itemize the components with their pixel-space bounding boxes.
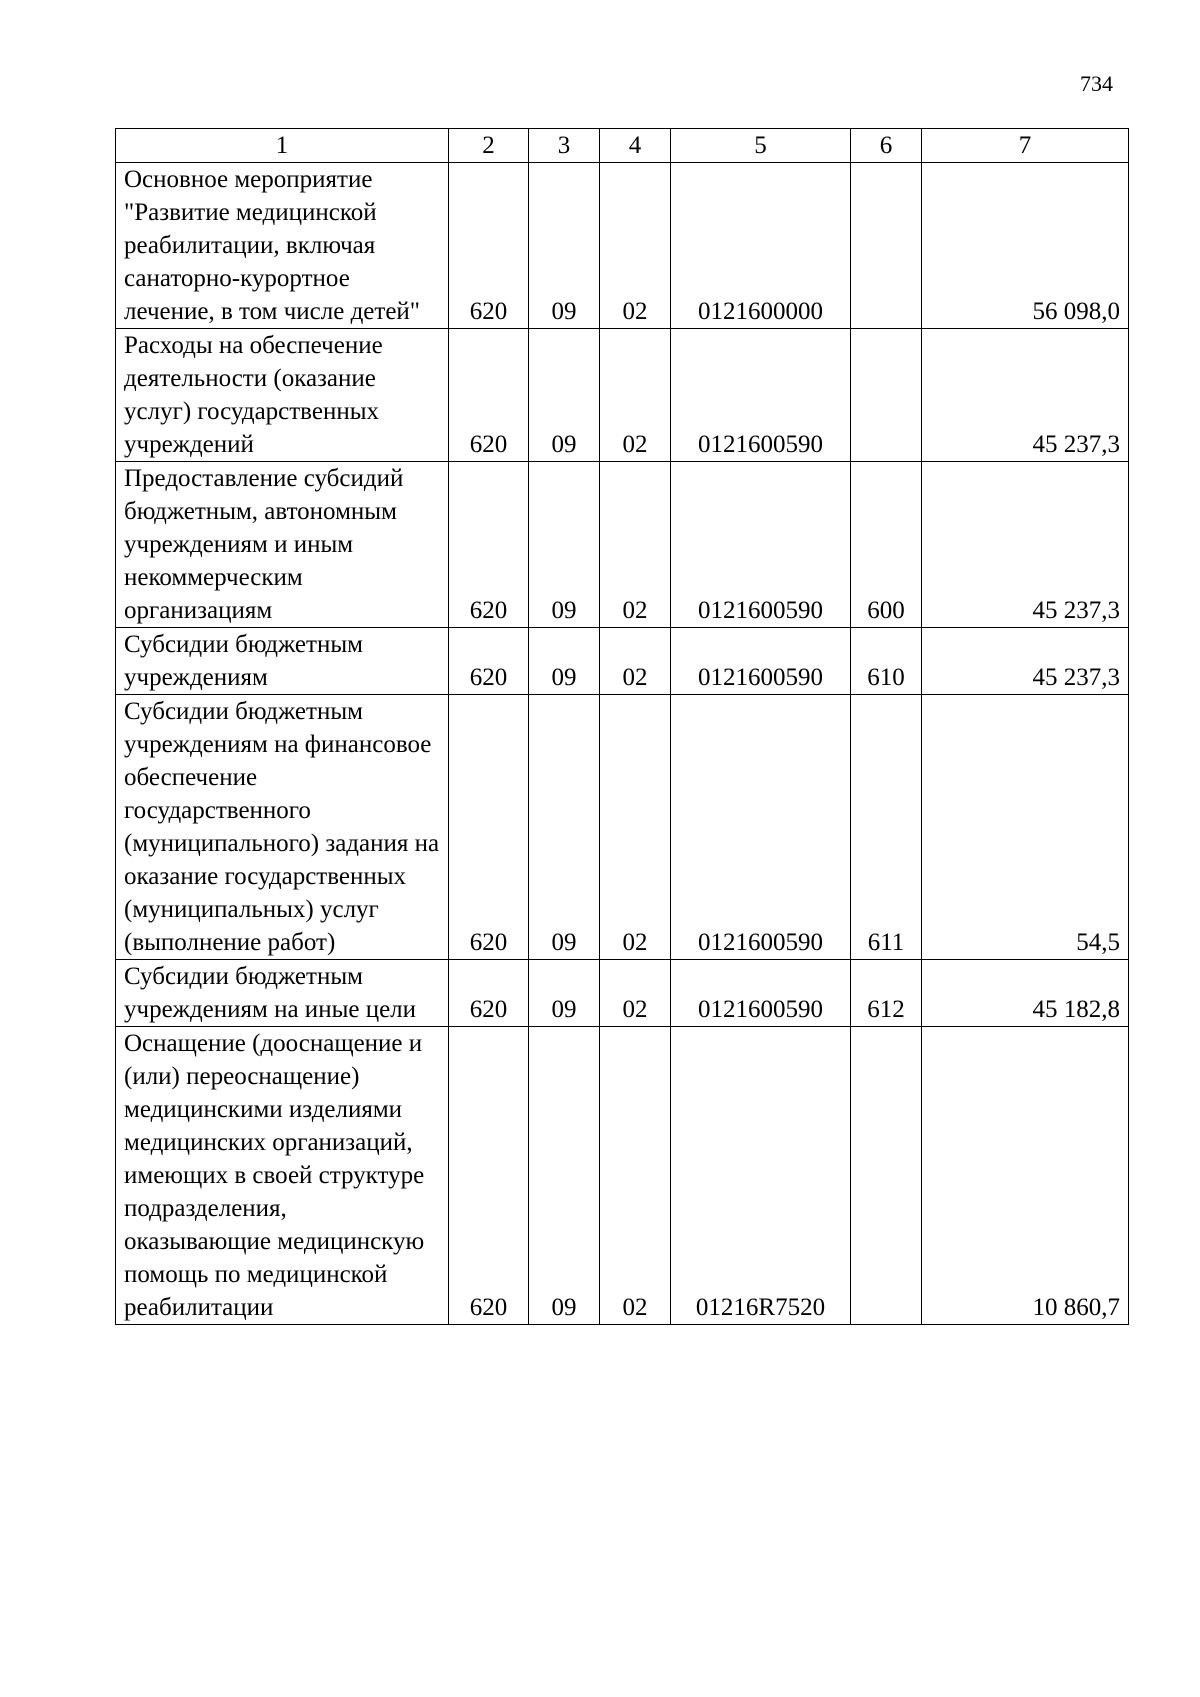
- row-name: Расходы на обеспечение деятельности (оказание услуг) государственных учреждений: [116, 329, 449, 462]
- row-amount: 56 098,0: [922, 163, 1129, 329]
- row-expense-type: 610: [851, 628, 922, 695]
- row-ministry-code: 620: [449, 628, 529, 695]
- header-row: [116, 129, 1129, 163]
- budget-table: [115, 128, 1129, 1325]
- table-row: [116, 960, 1129, 1027]
- row-ministry-code: 620: [449, 329, 529, 462]
- row-section-code: 09: [529, 329, 600, 462]
- column-header-5: 5: [671, 129, 851, 163]
- row-ministry-code: 620: [449, 1027, 529, 1325]
- table-row: [116, 163, 1129, 329]
- table-row: [116, 628, 1129, 695]
- row-subsection-code: 02: [600, 462, 671, 628]
- table-row: [116, 329, 1129, 462]
- row-subsection-code: 02: [600, 960, 671, 1027]
- row-name: Субсидии бюджетным учреждениям на финансовое обеспечение государственного (муниципального) задания на оказание государственных (муниципальных) услуг (выполнение работ): [116, 695, 449, 960]
- column-header-6: 6: [851, 129, 922, 163]
- row-name: Субсидии бюджетным учреждениям на иные цели: [116, 960, 449, 1027]
- row-subsection-code: 02: [600, 163, 671, 329]
- table-row: [116, 462, 1129, 628]
- row-ministry-code: 620: [449, 163, 529, 329]
- row-target-article: 0121600590: [671, 628, 851, 695]
- row-target-article: 0121600590: [671, 960, 851, 1027]
- row-section-code: 09: [529, 163, 600, 329]
- row-expense-type: [851, 163, 922, 329]
- column-header-2: 2: [449, 129, 529, 163]
- column-header-3: 3: [529, 129, 600, 163]
- row-amount: 10 860,7: [922, 1027, 1129, 1325]
- row-subsection-code: 02: [600, 1027, 671, 1325]
- row-expense-type: [851, 329, 922, 462]
- row-section-code: 09: [529, 462, 600, 628]
- row-expense-type: [851, 1027, 922, 1325]
- row-ministry-code: 620: [449, 462, 529, 628]
- row-target-article: 01216R7520: [671, 1027, 851, 1325]
- column-header-4: 4: [600, 129, 671, 163]
- row-target-article: 0121600590: [671, 462, 851, 628]
- row-section-code: 09: [529, 1027, 600, 1325]
- row-expense-type: 600: [851, 462, 922, 628]
- row-target-article: 0121600590: [671, 695, 851, 960]
- row-subsection-code: 02: [600, 695, 671, 960]
- row-amount: 45 182,8: [922, 960, 1129, 1027]
- page-number: 734: [1080, 71, 1113, 96]
- row-name: Предоставление субсидий бюджетным, автономным учреждениям и иным некоммерческим организациям: [116, 462, 449, 628]
- row-target-article: 0121600590: [671, 329, 851, 462]
- row-amount: 45 237,3: [922, 462, 1129, 628]
- row-section-code: 09: [529, 628, 600, 695]
- row-amount: 45 237,3: [922, 628, 1129, 695]
- row-name: Субсидии бюджетным учреждениям: [116, 628, 449, 695]
- row-amount: 45 237,3: [922, 329, 1129, 462]
- column-header-1: 1: [116, 129, 449, 163]
- row-expense-type: 612: [851, 960, 922, 1027]
- table-row: [116, 1027, 1129, 1325]
- row-amount: 54,5: [922, 695, 1129, 960]
- row-subsection-code: 02: [600, 329, 671, 462]
- column-header-7: 7: [922, 129, 1129, 163]
- row-target-article: 0121600000: [671, 163, 851, 329]
- table-row: [116, 695, 1129, 960]
- row-section-code: 09: [529, 960, 600, 1027]
- row-ministry-code: 620: [449, 960, 529, 1027]
- row-name: Основное мероприятие "Развитие медицинской реабилитации, включая санаторно-курортное лечение, в том числе детей": [116, 163, 449, 329]
- row-name: Оснащение (дооснащение и (или) переоснащение) медицинскими изделиями медицинских организаций, имеющих в своей структуре подразделения, оказывающие медицинскую помощь по медицинской реабилитации: [116, 1027, 449, 1325]
- row-expense-type: 611: [851, 695, 922, 960]
- row-subsection-code: 02: [600, 628, 671, 695]
- row-section-code: 09: [529, 695, 600, 960]
- row-ministry-code: 620: [449, 695, 529, 960]
